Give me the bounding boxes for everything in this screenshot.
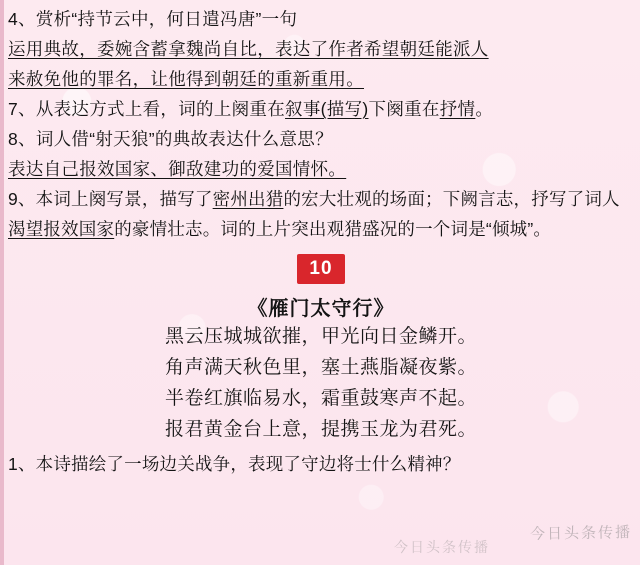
worksheet-content [8,4,634,479]
poem-line: 角声满天秋色里，塞土燕脂凝夜紫。 [164,357,477,378]
question-7-part-2: 下阕重在 [368,99,440,119]
question-1: 1、本诗描绘了一场边关战争，表现了守边将士什么精神？ [8,454,461,474]
question-9-part-2: 的宏大壮观的场面；下阙 [283,189,479,209]
question-9-part-1: 9、本词上阕写景，描写了 [8,189,213,209]
question-9-part-3: 言志，抒写了词人 [478,189,620,209]
question-9 [8,184,634,244]
answer-4-line-1: 运用典故，委婉含蓄拿魏尚自比，表达了作者希望朝廷能派人 [8,39,489,59]
poem-line: 报君黄金台上意，提携玉龙为君死。 [164,419,477,440]
poem-title: 《雁门太守行》 [247,298,395,320]
poem-line: 半卷红旗临易水，霜重鼓寒声不起。 [164,388,477,409]
question-7-answer-1: 叙事(描写) [285,99,369,119]
answer-8: 表达自己报效国家、御敌建功的爱国情怀。 [8,159,347,179]
poem-line: 黑云压城城欲摧，甲光向日金鳞开。 [164,326,477,347]
watermark-secondary: 今日头条传播 [394,539,490,555]
answer-4-line-2: 来赦免他的罪名，让他得到朝廷的重新重用。 [8,69,364,89]
question-9-part-5: 猎盛况的一个词是“倾城”。 [344,219,552,239]
question-7 [8,94,634,124]
question-9-answer-2: 渴望报效国家 [8,219,115,239]
question-9-answer-1: 密州出猎 [212,189,284,209]
question-7-answer-2: 抒情 [439,99,476,119]
watermark: 今日头条传播 [529,524,633,543]
page-left-border [0,0,4,565]
section-number-badge: 10 [297,254,344,284]
question-4: 4、赏析“持节云中，何日遣冯唐”一句 [8,9,298,29]
poem-section [8,254,634,445]
question-8: 8、词人借“射天狼”的典故表达什么意思？ [8,129,333,149]
question-9-part-4: 的豪情壮志。词的上片突出观 [114,219,345,239]
question-7-period: 。 [475,99,494,119]
question-7-part-1: 7、从表达方式上看，词的上阕重在 [8,99,286,119]
